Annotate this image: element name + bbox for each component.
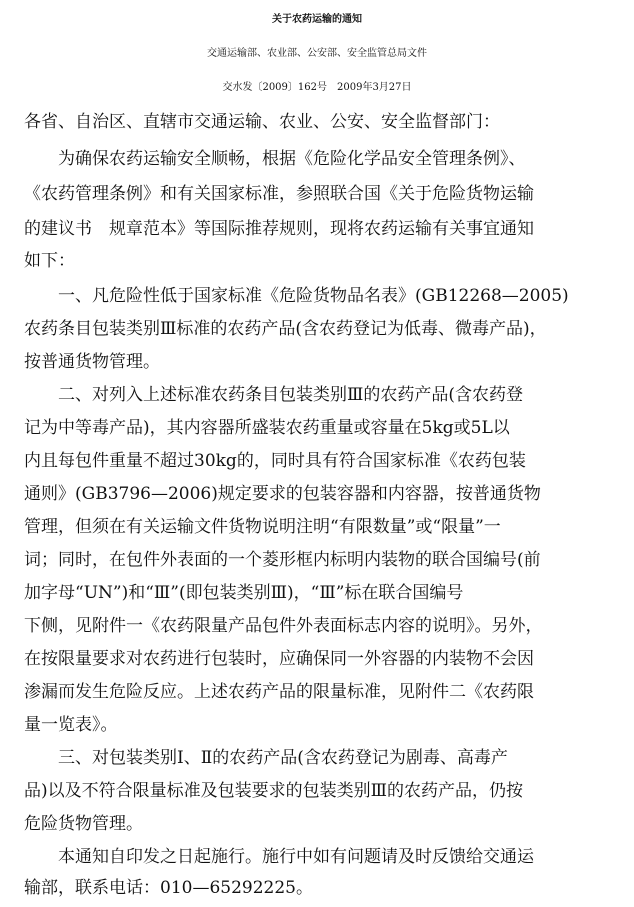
body-line: 管理，但须在有关运输文件货物说明注明“有限数量”或“限量”一 <box>24 517 501 537</box>
body-line: 品)以及不符合限量标准及包装要求的包装类别Ⅲ的农药产品，仍按 <box>24 781 524 801</box>
body-line: 下侧，见附件一《农药限量产品包件外表面标志内容的说明》。另外， <box>24 616 543 636</box>
body-line: 渗漏而发生危险反应。上述农药产品的限量标准，见附件二《农药限 <box>24 682 534 702</box>
body-line: 二、对列入上述标准农药条目包装类别Ⅲ的农药产品(含农药登 <box>58 385 524 405</box>
body-line: 记为中等毒产品)，其内容器所盛装农药重量或容量在5kg或5L以 <box>24 418 510 438</box>
addressee-line: 各省、自治区、直辖市交通运输、农业、公安、安全监督部门： <box>24 112 500 132</box>
issuer-line: 交通运输部、农业部、公安部、安全监管总局文件 <box>207 48 427 59</box>
body-line: 在按限量要求对农药进行包装时，应确保同一外容器的内装物不会因 <box>24 649 534 669</box>
document-title: 关于农药运输的通知 <box>272 14 362 25</box>
body-line: 词；同时，在包件外表面的一个菱形框内标明内装物的联合国编号(前 <box>24 550 541 570</box>
body-line: 农药条目包装类别Ⅲ标准的农药产品(含农药登记为低毒、微毒产品)， <box>24 319 547 339</box>
body-line: 危险货物管理。 <box>24 814 143 834</box>
body-line: 一、凡危险性低于国家标准《危险货物品名表》(GB12268—2005) <box>58 286 569 306</box>
body-line: 内且每包件重量不超过30kg的，同时具有符合国家标准《农药包装 <box>24 451 526 471</box>
body-line: 《农药管理条例》和有关国家标准，参照联合国《关于危险货物运输 <box>24 184 534 204</box>
body-line: 为确保农药运输安全顺畅，根据《危险化学品安全管理条例》、 <box>58 149 526 169</box>
body-line: 如下： <box>24 251 75 271</box>
body-line: 三、对包装类别Ⅰ、Ⅱ的农药产品(含农药登记为剧毒、高毒产 <box>58 748 508 768</box>
body-line: 通则》(GB3796—2006)规定要求的包装容器和内容器，按普通货物 <box>24 484 541 504</box>
contact-line: 输部，联系电话：010—65292225。 <box>24 878 313 898</box>
body-line: 本通知自印发之日起施行。施行中如有问题请及时反馈给交通运 <box>58 847 534 867</box>
body-line: 加字母“UN”)和“Ⅲ”(即包装类别Ⅲ)，“Ⅲ”标在联合国编号 <box>24 583 464 603</box>
body-line: 的建议书 规章范本》等国际推荐规则，现将农药运输有关事宜通知 <box>24 219 534 239</box>
body-line: 按普通货物管理。 <box>24 352 160 372</box>
doc-number-date: 交水发〔2009〕162号 2009年3月27日 <box>222 82 412 93</box>
body-line: 量一览表》。 <box>24 715 118 735</box>
